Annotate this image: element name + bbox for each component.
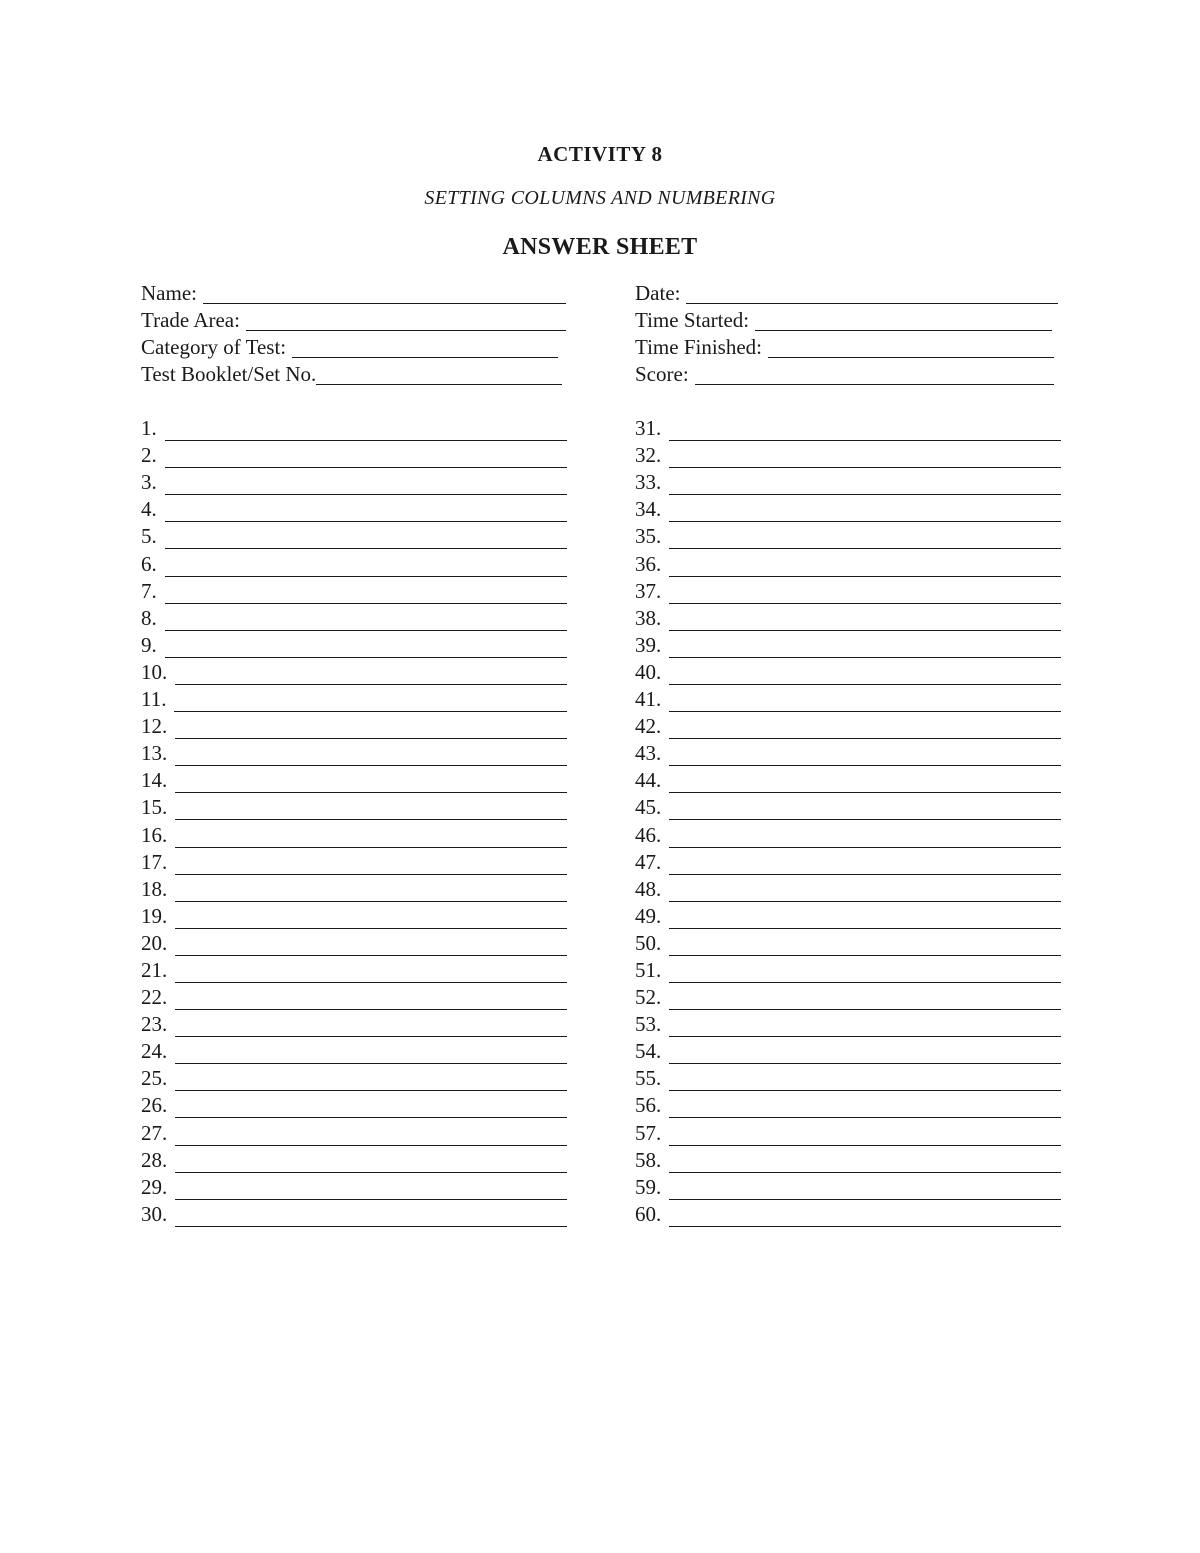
answer-row <box>141 442 567 469</box>
answer-row <box>635 469 1061 496</box>
answer-field[interactable] <box>175 663 567 685</box>
info-label: Trade Area: <box>141 308 240 332</box>
answer-row <box>635 1038 1061 1065</box>
answers-column-left <box>141 415 567 1228</box>
answer-field[interactable] <box>669 1096 1061 1118</box>
answer-row <box>141 930 567 957</box>
answer-number: 28. <box>141 1147 168 1172</box>
info-label: Time Finished: <box>635 335 763 359</box>
answer-field[interactable] <box>669 826 1061 848</box>
answer-number: 34. <box>635 497 662 522</box>
time-finished-field[interactable] <box>768 336 1054 358</box>
answer-field[interactable] <box>165 609 567 631</box>
answer-field[interactable] <box>669 880 1061 902</box>
answer-field[interactable] <box>175 853 567 875</box>
answer-row <box>141 523 567 550</box>
answer-row <box>141 686 567 713</box>
answer-number: 13. <box>141 741 168 766</box>
answer-field[interactable] <box>175 1069 567 1091</box>
info-row-time-started <box>635 307 1060 334</box>
answer-row <box>141 1065 567 1092</box>
answer-field[interactable] <box>669 1178 1061 1200</box>
info-row-time-finished <box>635 334 1060 361</box>
answer-row <box>141 1201 567 1228</box>
answer-number: 46. <box>635 822 662 847</box>
time-started-field[interactable] <box>755 309 1052 331</box>
answer-row <box>635 984 1061 1011</box>
answer-row <box>141 794 567 821</box>
answer-row <box>635 1065 1061 1092</box>
answer-number: 56. <box>635 1093 662 1118</box>
answers-column-right <box>635 415 1061 1228</box>
info-label: Test Booklet/Set No. <box>141 362 317 386</box>
answer-row <box>635 632 1061 659</box>
answer-number: 3. <box>141 470 157 495</box>
answer-row <box>635 794 1061 821</box>
answer-row <box>141 605 567 632</box>
answer-field[interactable] <box>669 419 1061 441</box>
answer-field[interactable] <box>165 500 567 522</box>
subtitle: SETTING COLUMNS AND NUMBERING <box>424 187 776 209</box>
answer-number: 57. <box>635 1120 662 1145</box>
answer-field[interactable] <box>669 527 1061 549</box>
answer-number: 49. <box>635 903 662 928</box>
answer-field[interactable] <box>669 1205 1061 1227</box>
answer-number: 19. <box>141 903 168 928</box>
answer-number: 42. <box>635 714 662 739</box>
answer-number: 6. <box>141 551 157 576</box>
answer-field[interactable] <box>165 446 567 468</box>
answer-number: 20. <box>141 930 168 955</box>
answer-row <box>141 632 567 659</box>
answer-number: 8. <box>141 605 157 630</box>
answer-number: 43. <box>635 741 662 766</box>
answer-number: 21. <box>141 957 168 982</box>
answer-field[interactable] <box>669 744 1061 766</box>
answer-number: 25. <box>141 1066 168 1091</box>
answer-field[interactable] <box>669 1015 1061 1037</box>
answer-number: 44. <box>635 768 662 793</box>
answer-field[interactable] <box>175 907 567 929</box>
answer-row <box>141 903 567 930</box>
answer-field[interactable] <box>165 555 567 577</box>
info-column-left <box>141 280 566 388</box>
answer-field[interactable] <box>175 988 567 1010</box>
answer-field[interactable] <box>165 582 567 604</box>
answer-field[interactable] <box>175 1015 567 1037</box>
answer-number: 36. <box>635 551 662 576</box>
answer-field[interactable] <box>669 771 1061 793</box>
answer-row <box>141 659 567 686</box>
answer-field[interactable] <box>175 744 567 766</box>
activity-title: ACTIVITY 8 <box>537 142 663 166</box>
answer-row <box>141 550 567 577</box>
answer-field[interactable] <box>669 798 1061 820</box>
info-row-date <box>635 280 1060 307</box>
answer-field[interactable] <box>669 609 1061 631</box>
answer-number: 50. <box>635 930 662 955</box>
answer-row <box>635 496 1061 523</box>
answer-number: 9. <box>141 632 157 657</box>
answer-number: 35. <box>635 524 662 549</box>
answer-number: 17. <box>141 849 168 874</box>
answer-number: 31. <box>635 416 662 441</box>
answer-field[interactable] <box>165 419 567 441</box>
answer-row <box>635 876 1061 903</box>
answer-field[interactable] <box>669 636 1061 658</box>
answer-field[interactable] <box>175 1151 567 1173</box>
answer-field[interactable] <box>669 1151 1061 1173</box>
answer-number: 11. <box>141 687 167 712</box>
answer-field[interactable] <box>175 1178 567 1200</box>
answer-number: 40. <box>635 659 662 684</box>
answer-number: 2. <box>141 443 157 468</box>
answer-field[interactable] <box>669 934 1061 956</box>
answer-row <box>141 821 567 848</box>
answer-row <box>635 1011 1061 1038</box>
info-label: Category of Test: <box>141 335 287 359</box>
answer-number: 47. <box>635 849 662 874</box>
answer-field[interactable] <box>669 961 1061 983</box>
answer-number: 53. <box>635 1012 662 1037</box>
info-column-right <box>635 280 1060 388</box>
answer-field[interactable] <box>165 473 567 495</box>
answer-field[interactable] <box>175 961 567 983</box>
answer-number: 30. <box>141 1201 168 1226</box>
sheet-title: ANSWER SHEET <box>502 234 698 260</box>
answer-number: 45. <box>635 795 662 820</box>
answer-field[interactable] <box>669 1124 1061 1146</box>
answer-field[interactable] <box>175 880 567 902</box>
answer-number: 32. <box>635 443 662 468</box>
info-row-category <box>141 334 566 361</box>
answer-number: 58. <box>635 1147 662 1172</box>
date-field[interactable] <box>686 282 1058 304</box>
answer-field[interactable] <box>175 798 567 820</box>
answer-field[interactable] <box>175 717 567 739</box>
name-field[interactable] <box>203 282 566 304</box>
answer-row <box>635 713 1061 740</box>
answer-field[interactable] <box>669 907 1061 929</box>
answer-field[interactable] <box>165 527 567 549</box>
answer-row <box>141 849 567 876</box>
info-row-trade-area <box>141 307 566 334</box>
answer-number: 26. <box>141 1093 168 1118</box>
answer-number: 51. <box>635 957 662 982</box>
answer-number: 4. <box>141 497 157 522</box>
answer-row <box>141 876 567 903</box>
trade-area-field[interactable] <box>246 309 566 331</box>
answer-field[interactable] <box>175 934 567 956</box>
answer-row <box>141 469 567 496</box>
answer-field[interactable] <box>669 1042 1061 1064</box>
answer-field[interactable] <box>175 826 567 848</box>
score-field[interactable] <box>695 363 1054 385</box>
answer-field[interactable] <box>669 473 1061 495</box>
answer-number: 10. <box>141 659 168 684</box>
answer-number: 41. <box>635 687 662 712</box>
answer-number: 55. <box>635 1066 662 1091</box>
answer-field[interactable] <box>174 690 567 712</box>
answer-row <box>635 1174 1061 1201</box>
answer-field[interactable] <box>165 636 567 658</box>
answer-field[interactable] <box>175 1042 567 1064</box>
answer-row <box>635 767 1061 794</box>
answer-field[interactable] <box>669 582 1061 604</box>
answer-row <box>635 550 1061 577</box>
answer-row <box>141 1119 567 1146</box>
answer-number: 14. <box>141 768 168 793</box>
answer-row <box>141 740 567 767</box>
answer-row <box>141 984 567 1011</box>
answer-number: 39. <box>635 632 662 657</box>
answer-number: 59. <box>635 1174 662 1199</box>
answer-number: 27. <box>141 1120 168 1145</box>
info-label: Time Started: <box>635 308 750 332</box>
answer-field[interactable] <box>669 988 1061 1010</box>
info-label: Score: <box>635 362 689 386</box>
answer-row <box>141 713 567 740</box>
answer-row <box>141 578 567 605</box>
answer-field[interactable] <box>669 446 1061 468</box>
answer-row <box>141 1038 567 1065</box>
answer-row <box>635 740 1061 767</box>
answer-row <box>635 930 1061 957</box>
answer-field[interactable] <box>175 1205 567 1227</box>
answer-row <box>635 1119 1061 1146</box>
test-booklet-set-no-field[interactable] <box>316 363 562 385</box>
info-row-booklet <box>141 361 566 388</box>
info-row-score <box>635 361 1060 388</box>
info-label: Date: <box>635 281 681 305</box>
answer-number: 48. <box>635 876 662 901</box>
info-row-name <box>141 280 566 307</box>
answer-row <box>635 1147 1061 1174</box>
answer-number: 22. <box>141 985 168 1010</box>
answer-row <box>635 523 1061 550</box>
answer-row <box>635 1092 1061 1119</box>
answer-field[interactable] <box>175 1096 567 1118</box>
answer-row <box>141 1174 567 1201</box>
answer-number: 24. <box>141 1039 168 1064</box>
answer-field[interactable] <box>669 717 1061 739</box>
answer-number: 1. <box>141 416 157 441</box>
answer-number: 7. <box>141 578 157 603</box>
answer-field[interactable] <box>175 1124 567 1146</box>
answer-number: 38. <box>635 605 662 630</box>
answer-number: 37. <box>635 578 662 603</box>
answer-number: 52. <box>635 985 662 1010</box>
answer-field[interactable] <box>669 555 1061 577</box>
answer-row <box>141 496 567 523</box>
answer-row <box>635 957 1061 984</box>
answer-row <box>635 442 1061 469</box>
answer-number: 16. <box>141 822 168 847</box>
answer-row <box>141 1011 567 1038</box>
answer-number: 23. <box>141 1012 168 1037</box>
answer-field[interactable] <box>669 690 1061 712</box>
answer-row <box>635 821 1061 848</box>
answer-number: 18. <box>141 876 168 901</box>
answer-row <box>635 849 1061 876</box>
answer-number: 12. <box>141 714 168 739</box>
answer-row <box>141 957 567 984</box>
answer-row <box>635 659 1061 686</box>
category-of-test-field[interactable] <box>292 336 558 358</box>
answer-number: 15. <box>141 795 168 820</box>
answer-row <box>635 903 1061 930</box>
answer-row <box>141 1092 567 1119</box>
answer-row <box>141 1147 567 1174</box>
answer-number: 29. <box>141 1174 168 1199</box>
answer-number: 54. <box>635 1039 662 1064</box>
info-label: Name: <box>141 281 197 305</box>
answer-row <box>141 767 567 794</box>
answer-field[interactable] <box>175 771 567 793</box>
answer-field[interactable] <box>669 853 1061 875</box>
answer-row <box>635 686 1061 713</box>
answer-field[interactable] <box>669 663 1061 685</box>
answer-row <box>635 415 1061 442</box>
answer-field[interactable] <box>669 500 1061 522</box>
answer-row <box>141 415 567 442</box>
answer-number: 60. <box>635 1201 662 1226</box>
answer-field[interactable] <box>669 1069 1061 1091</box>
answer-row <box>635 578 1061 605</box>
answer-number: 33. <box>635 470 662 495</box>
answer-row <box>635 1201 1061 1228</box>
answer-number: 5. <box>141 524 157 549</box>
answer-row <box>635 605 1061 632</box>
